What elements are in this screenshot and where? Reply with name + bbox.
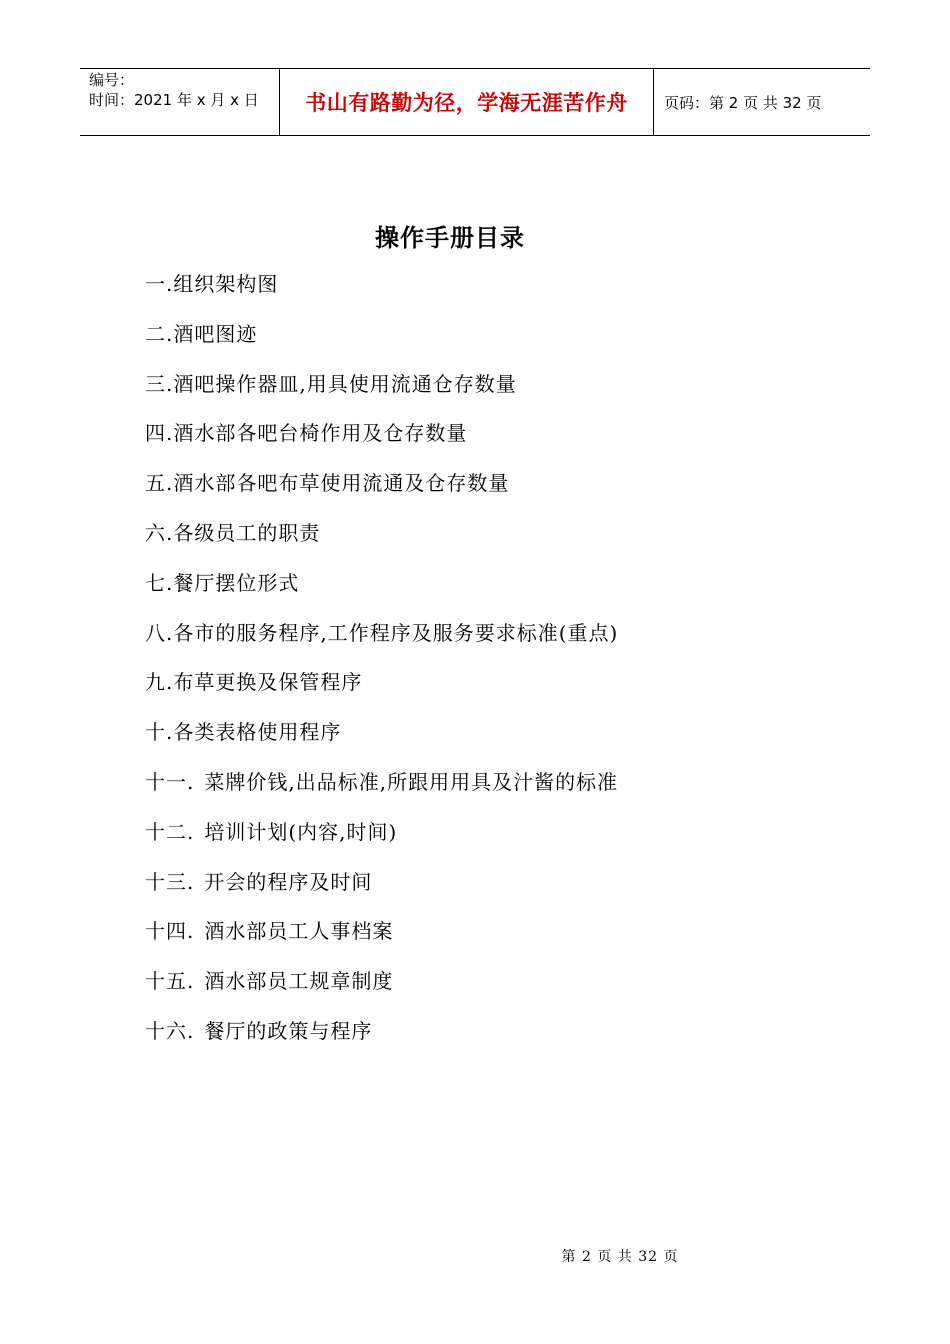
toc-item-text: 酒吧操作器皿,用具使用流通仓存数量 xyxy=(173,371,517,396)
toc-item-number: 七. xyxy=(145,570,174,595)
toc-item-text: 培训计划(内容,时间) xyxy=(204,819,398,844)
toc-item xyxy=(145,965,618,1015)
toc-item-text: 酒水部员工人事档案 xyxy=(204,919,394,944)
toc-item-text: 开会的程序及时间 xyxy=(204,869,373,894)
toc-item-number: 十一. xyxy=(145,769,195,794)
date-label: 时间：2021 年 x 月 x 日 xyxy=(89,91,259,109)
toc-item xyxy=(145,417,618,467)
toc-item-text: 酒吧图迹 xyxy=(173,321,258,346)
toc-item-number: 十五. xyxy=(145,969,195,994)
toc-item-number: 九. xyxy=(145,670,174,695)
toc-item xyxy=(145,816,618,866)
toc-item-number: 十. xyxy=(145,720,174,745)
toc-item xyxy=(145,467,618,517)
toc-item-number: 四. xyxy=(145,421,174,446)
page-header xyxy=(80,68,870,136)
toc-item xyxy=(145,766,618,816)
header-motto-cell xyxy=(280,69,654,135)
toc-item xyxy=(145,1015,618,1065)
toc-item-text: 菜牌价钱,出品标准,所跟用用具及汁酱的标准 xyxy=(204,769,619,794)
toc-item-number: 六. xyxy=(145,520,174,545)
motto-text: 书山有路勤为径，学海无涯苦作舟 xyxy=(305,91,628,115)
toc-item xyxy=(145,268,618,318)
page-info: 页码：第 2 页 共 32 页 xyxy=(664,93,822,112)
toc-item xyxy=(145,517,618,567)
toc-item-text: 各级员工的职责 xyxy=(173,520,321,545)
toc-item-text: 餐厅摆位形式 xyxy=(173,570,300,595)
toc-item xyxy=(145,716,618,766)
toc-item-text: 组织架构图 xyxy=(173,272,279,296)
toc-item-number: 十四. xyxy=(145,919,195,944)
toc-item-text: 各市的服务程序,工作程序及服务要求标准(重点) xyxy=(173,620,619,645)
toc-item-number: 五. xyxy=(145,471,174,496)
toc-item xyxy=(145,617,618,667)
toc-item-number: 十三. xyxy=(145,869,195,894)
toc-item-text: 各类表格使用程序 xyxy=(173,720,342,745)
toc-item xyxy=(145,915,618,965)
toc-item xyxy=(145,567,618,617)
toc-item-number: 三. xyxy=(145,371,174,396)
toc-item xyxy=(145,318,618,368)
header-meta-cell xyxy=(80,69,280,135)
toc-item-number: 二. xyxy=(145,321,174,346)
toc-item-number: 十二. xyxy=(145,819,195,844)
toc-item xyxy=(145,666,618,716)
page-footer: 第 2 页 共 32 页 xyxy=(561,1249,679,1265)
toc-item-text: 酒水部员工规章制度 xyxy=(204,969,394,994)
toc-item xyxy=(145,368,618,418)
toc-item-text: 布草更换及保管程序 xyxy=(173,670,363,695)
toc-item-number: 十六. xyxy=(145,1018,195,1043)
header-page-cell xyxy=(654,69,870,135)
toc-item-number: 八. xyxy=(145,620,174,645)
toc-item-text: 酒水部各吧布草使用流通及仓存数量 xyxy=(173,471,510,496)
page-title: 操作手册目录 xyxy=(375,224,525,252)
table-of-contents xyxy=(145,268,618,1065)
serial-number-label: 编号： xyxy=(89,71,135,89)
toc-item-number: 一. xyxy=(145,272,174,296)
toc-item-text: 酒水部各吧台椅作用及仓存数量 xyxy=(173,421,468,446)
toc-item-text: 餐厅的政策与程序 xyxy=(204,1018,373,1043)
toc-item xyxy=(145,866,618,916)
